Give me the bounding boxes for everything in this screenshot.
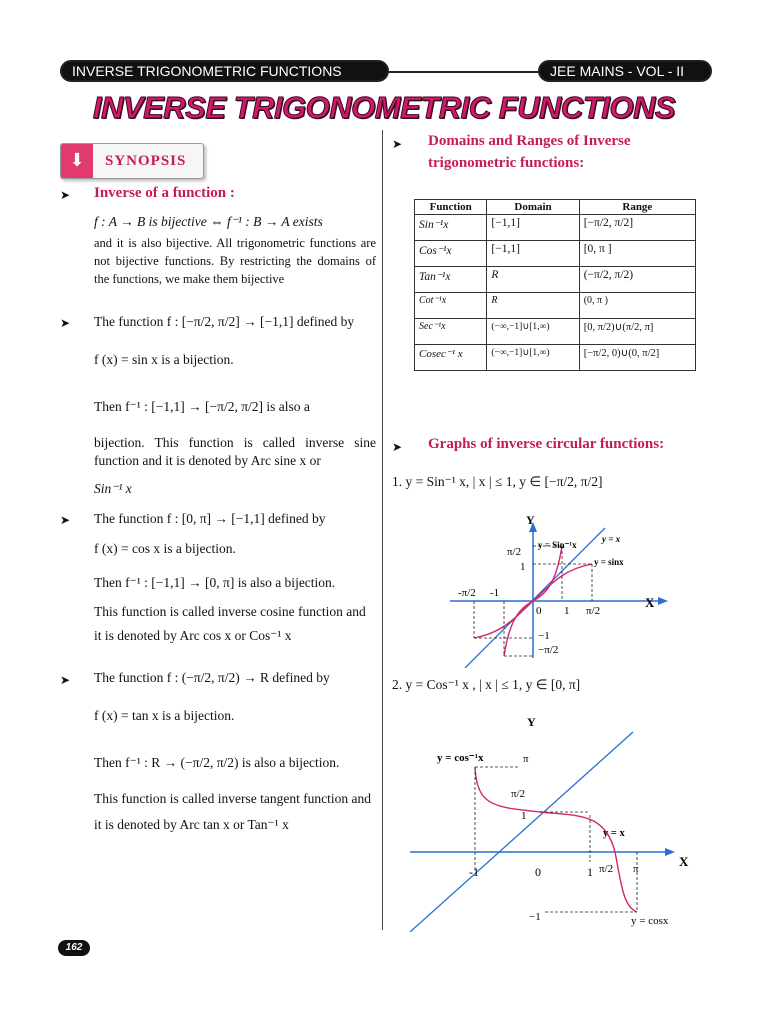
tick-x-1: 1 [564, 605, 570, 617]
cos-function-def: The function f : [0, π] → [−1,1] defined by [94, 511, 326, 526]
graph2-label: 2. y = Cos⁻¹ x , | x | ≤ 1, y ∈ [0, π] [392, 677, 581, 692]
tick-x-pi: π [633, 863, 639, 875]
tick-x-minus-pi-over-2: -π/2 [458, 587, 476, 599]
curve-cos-and-arccos [475, 767, 637, 912]
table-cell: Tan⁻¹x [415, 267, 487, 293]
arccos-graph [405, 712, 705, 932]
table-row [415, 241, 696, 267]
identity-line-label: y = x [603, 828, 625, 839]
tan-description: This function is called inverse tangent function and it is denoted by Arc tan x or Tan⁻¹ x [94, 791, 372, 832]
tick-y-pi-over-2: π/2 [511, 788, 526, 800]
cos-description: This function is called inverse cosine function and it is denoted by Arc cos x or Cos⁻¹ x [94, 604, 366, 643]
table-row [415, 319, 696, 345]
table-header-cell: Function [415, 200, 487, 215]
x-axis-label: X [679, 854, 689, 869]
column-divider [382, 130, 383, 930]
bullet-arrow-icon: ➤ [60, 316, 71, 330]
sin-description: bijection. This function is called inverse sine function and it is denoted by Arc sine x or [94, 435, 376, 468]
y-axis-label: Y [527, 715, 536, 729]
table-header-cell: Range [579, 200, 695, 215]
tick-x-minus-1: -1 [490, 587, 500, 599]
table-cell: Sin⁻¹x [415, 215, 487, 241]
table-cell: [−π/2, π/2] [579, 215, 695, 241]
sin-curve-label: y = sinx [594, 557, 624, 567]
table-header-row [415, 200, 696, 215]
tick-y-1: 1 [520, 561, 526, 573]
guide-lines [475, 767, 637, 912]
table-row [415, 293, 696, 319]
table-cell: Cot⁻¹x [415, 293, 487, 319]
page-number: 162 [58, 940, 90, 956]
line-y-equals-x [465, 528, 605, 668]
x-axis-label: X [645, 595, 655, 610]
table-cell: [−1,1] [487, 241, 579, 267]
table-header-cell: Domain [487, 200, 579, 215]
inverse-heading: Inverse of a function : [94, 185, 235, 201]
bullet-arrow-icon: ➤ [392, 137, 403, 151]
tan-function-def: The function f : (−π/2, π/2) → R defined by [94, 670, 330, 685]
x-axis-arrow-icon [665, 848, 675, 856]
bullet-arrow-icon: ➤ [60, 513, 71, 527]
table-cell: (0, π ) [579, 293, 695, 319]
sin-notation: Sin⁻¹ x [94, 481, 132, 496]
table-cell: (−∞,−1]∪[1,∞) [487, 319, 579, 345]
table-row [415, 345, 696, 371]
sin-bijection: f (x) = sin x is a bijection. [94, 352, 234, 367]
table-cell: (−∞,−1]∪[1,∞) [487, 345, 579, 371]
tan-inverse: Then f⁻¹ : R → (−π/2, π/2) is also a bijection. [94, 755, 340, 770]
table-row [415, 267, 696, 293]
tick-y-pi-over-2: π/2 [507, 546, 522, 558]
tick-x-minus-1: -1 [469, 865, 479, 879]
cos-bijection: f (x) = cos x is a bijection. [94, 541, 236, 556]
bijective-line: f : A → B is bijective ⇔ f⁻¹ : B → A exists [94, 214, 323, 229]
header-volume-label: JEE MAINS - VOL - II [538, 60, 712, 82]
arrow-down-icon: ⬇ [61, 144, 93, 178]
x-axis-arrow-icon [658, 597, 668, 605]
tick-x-pi-over-2: π/2 [586, 605, 601, 617]
arcsin-graph [440, 508, 700, 668]
table-cell: (−π/2, π/2) [579, 267, 695, 293]
cos-curve-label: y = cosx [631, 915, 669, 927]
tick-x-pi-over-2: π/2 [599, 863, 614, 875]
bijective-paragraph: and it is also bijective. All trigonometric functions are not bijective functions. By restricting the domains of the functions, we make them bijective [94, 236, 376, 286]
tan-bijection: f (x) = tan x is a bijection. [94, 708, 235, 723]
table-cell: R [487, 267, 579, 293]
tick-y-pi: π [523, 753, 529, 765]
domains-heading-line1: Domains and Ranges of Inverse [428, 133, 631, 149]
bullet-arrow-icon: ➤ [60, 188, 71, 202]
synopsis-label: SYNOPSIS [105, 153, 187, 169]
tick-y-1: 1 [521, 810, 527, 822]
header-chapter-label: INVERSE TRIGONOMETRIC FUNCTIONS [60, 60, 389, 82]
tick-x-1: 1 [587, 865, 593, 879]
table-row [415, 215, 696, 241]
table-cell: R [487, 293, 579, 319]
domains-heading-line2: trigonometric functions: [428, 155, 585, 171]
tick-y-minus-1: −1 [538, 630, 550, 642]
bullet-arrow-icon: ➤ [60, 673, 71, 687]
y-axis-label: Y [526, 513, 535, 527]
tick-y-minus-pi-over-2: −π/2 [538, 644, 559, 656]
page-title: INVERSE TRIGONOMETRIC FUNCTIONS [92, 90, 676, 125]
graphs-heading: Graphs of inverse circular functions: [428, 436, 665, 452]
sin-function-def: The function f : [−π/2, π/2] → [−1,1] defined by [94, 314, 355, 329]
table-cell: [0, π/2)∪(π/2, π] [579, 319, 695, 345]
graph1-label: 1. y = Sin⁻¹ x, | x | ≤ 1, y ∈ [−π/2, π/2] [392, 474, 603, 489]
table-cell: [−π/2, 0)∪(0, π/2] [579, 345, 695, 371]
synopsis-badge [60, 143, 204, 179]
arccos-curve-label: y = cos⁻¹x [437, 752, 484, 764]
sin-inverse: Then f⁻¹ : [−1,1] → [−π/2, π/2] is also a [94, 399, 310, 414]
table-cell: Cos⁻¹x [415, 241, 487, 267]
tick-y-minus-1: −1 [529, 911, 541, 923]
tick-origin: 0 [536, 605, 542, 617]
tick-origin: 0 [535, 865, 541, 879]
table-cell: [−1,1] [487, 215, 579, 241]
table-cell: Cosec⁻¹ x [415, 345, 487, 371]
cos-inverse: Then f⁻¹ : [−1,1] → [0, π] is also a bijection. [94, 575, 336, 590]
bullet-arrow-icon: ➤ [392, 440, 403, 454]
domain-range-table [414, 199, 696, 371]
table-cell: [0, π ] [579, 241, 695, 267]
table-cell: Sec⁻¹x [415, 319, 487, 345]
identity-line-label: y = x [602, 534, 621, 544]
arcsin-curve-label: y = Sin⁻¹x [538, 540, 577, 550]
